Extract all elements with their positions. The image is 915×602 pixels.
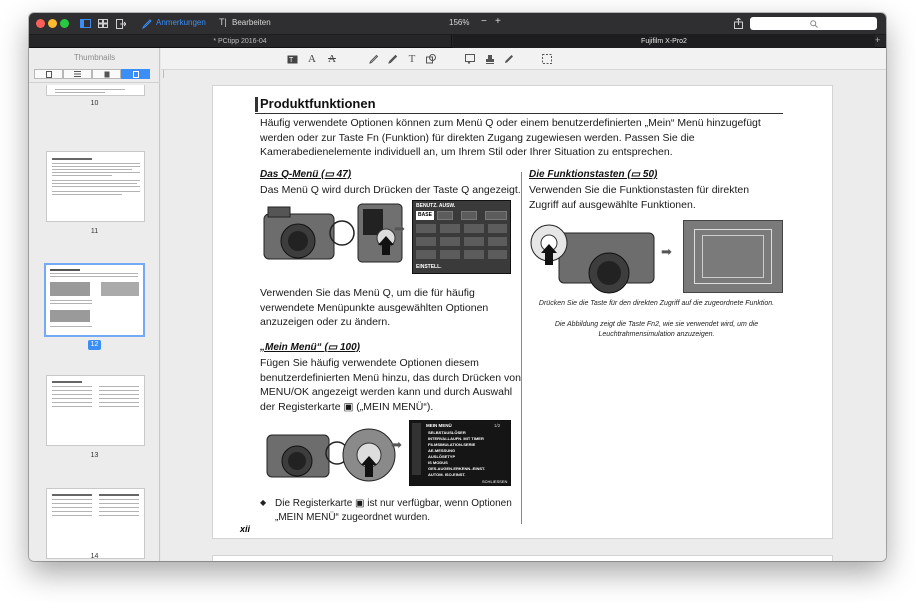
q-menu-footer: EINSTELL. [416,264,442,270]
bookmark-icon [46,71,52,78]
mein-menu-text: Fügen Sie häufig verwendete Optionen diesem benutzerdefinierten Menü hinzu, das durch Drücken von MENU/OK angezeigt werden kann und durch Auswahl der Registerkarte ▣ („MEIN MENÜ“). [260,357,521,413]
search-icon [810,20,818,28]
fn-caption-1: Drücken Sie die Taste für den direkten Zugriff auf die zugeordnete Funktion. [538,300,775,307]
thumbnail-page-13[interactable] [46,375,145,446]
arrow-icon: ➡ [661,244,672,259]
crop-select-icon[interactable] [541,53,553,65]
frame-simulation-screen [683,220,783,293]
tab-pctipp[interactable] [29,35,452,48]
q-menu-text: Das Menü Q wird durch Drücken der Taste Q angezeigt. [260,184,521,196]
thumbnail-page-10[interactable] [46,85,145,96]
pencil-icon[interactable] [368,53,380,65]
edit-tab[interactable]: Bearbeiten [232,18,271,27]
thumbnail-view-button[interactable] [121,69,150,79]
stamp-icon[interactable] [484,53,496,65]
text-box-icon[interactable] [286,54,298,65]
intro-paragraph: Häufig verwendete Optionen können zum Menü Q oder einem benutzerdefinierten „Mein“ Menü hinzugefügt werden oder zur Taste Fn (Funktion) für direkten Zugang zugewiesen werden. Passen Sie die Kamerabedienelemente individuell an, um Ihrem Stil oder Ihrer Situation zu entsprechen. [260,117,761,158]
my-menu-page: 1/2 [494,423,501,428]
camera-q-button-illustration [260,199,405,272]
search-input[interactable] [750,17,877,30]
tab-label: Fujifilm X-Pro2 [641,38,687,45]
my-menu-screen [409,420,511,486]
thumbnail-page-number-selected: 12 [88,340,101,350]
thumbnail-page-12-selected[interactable] [44,263,145,337]
annotation-icon [104,71,110,78]
tab-fujifilm[interactable] [453,35,875,48]
my-menu-title: MEIN MENÜ [426,423,452,428]
font-icon[interactable]: A [308,53,316,65]
svg-text:T: T [288,57,293,64]
tab-bar [29,35,886,48]
tab-label: * PCtipp 2016-04 [213,38,267,45]
thumbnail-page-number: 11 [90,228,99,235]
arrow-icon: ➡ [394,221,405,236]
outline-view-button[interactable] [63,69,92,79]
note-text: Die Registerkarte ▣ ist nur verfügbar, wenn Optionen „MEIN MENÜ“ zugeordnet wurden. [275,498,512,523]
sidebar-toggle-icon[interactable] [79,18,91,29]
thumbnail-page-11[interactable] [46,151,145,222]
zoom-in-button[interactable]: + [495,16,501,27]
q-menu-screen [412,200,511,274]
page-number-label: xii [240,524,251,534]
thumbnail-page-14[interactable] [46,488,145,559]
annotations-tab[interactable]: Anmerkungen [156,18,206,27]
share-icon[interactable] [732,17,744,29]
next-pdf-page [213,556,832,561]
q-menu-title: BENUTZ. AUSW. [416,203,456,209]
fn-text: Verwenden Sie die Funktionstasten für direkten Zugriff auf ausgewählte Funktionen. [529,184,750,211]
thumbnail-sidebar [29,48,160,561]
text-tool-icon[interactable]: T [408,52,416,65]
annotation-view-button[interactable] [92,69,121,79]
page-icon [133,71,139,78]
app-window [29,13,886,561]
my-menu-items: SELBSTAUSLÖSER INTERVALLAUFN. MIT TIMER FILMSIMULATION-SERIE AE-MESSUNG AUSLÖSETYP IS MODUS GES.AUGEN-ERKENN.-EINST. AUTOM. ISO-EINST. [428,430,486,477]
document-viewer[interactable] [161,70,886,561]
note-icon[interactable] [464,53,476,65]
q-menu-heading: Das Q-Menü (▭ 47) [260,169,352,180]
thumbnail-page-number: 14 [90,553,99,560]
fn-heading: Die Funktionstasten (▭ 50) [529,169,658,180]
mein-menu-heading: „Mein Menü“ (▭ 100) [260,342,361,353]
grid-view-icon[interactable] [97,18,109,29]
close-window-button[interactable] [36,19,45,28]
pen-icon[interactable] [141,18,153,29]
sidebar-title: Thumbnails [73,53,116,62]
signature-icon[interactable] [503,53,515,65]
text-edit-icon: T| [219,17,227,27]
q-menu-usage: Verwenden Sie das Menü Q, um die für häufig verwendete Menüpunkte ausgewählten Optionen anzuzeigen oder zu ändern. [260,287,489,328]
pdf-page [213,86,832,538]
zoom-window-button[interactable] [60,19,69,28]
bookmark-view-button[interactable] [34,69,63,79]
strikethrough-icon[interactable]: A [328,53,336,65]
note-bullet-icon: ◆ [260,498,267,507]
zoom-out-button[interactable]: − [481,16,487,27]
title-bar [29,13,886,35]
export-icon[interactable] [115,18,127,29]
q-menu-base: BASE [416,211,434,220]
camera-menu-ok-illustration [265,421,400,491]
camera-fn-button-illustration [529,217,661,297]
minimize-window-button[interactable] [48,19,57,28]
highlighter-icon[interactable] [387,53,399,65]
thumbnail-page-number: 13 [90,452,99,459]
thumbnail-page-number: 10 [90,100,99,107]
list-icon [74,71,81,77]
shape-icon[interactable] [425,53,437,65]
fn-caption-2: Die Abbildung zeigt die Taste Fn2, wie sie verwendet wird, um die Leuchtrahmensimulation anzuzeigen. [554,321,759,338]
annotation-toolbar [161,48,886,70]
arrow-icon: ➡ [391,437,402,452]
new-tab-button[interactable]: + [875,35,881,45]
zoom-level: 156% [449,18,470,27]
page-heading: Produktfunktionen [260,96,376,111]
my-menu-footer: SCHLIESSEN [482,479,508,484]
